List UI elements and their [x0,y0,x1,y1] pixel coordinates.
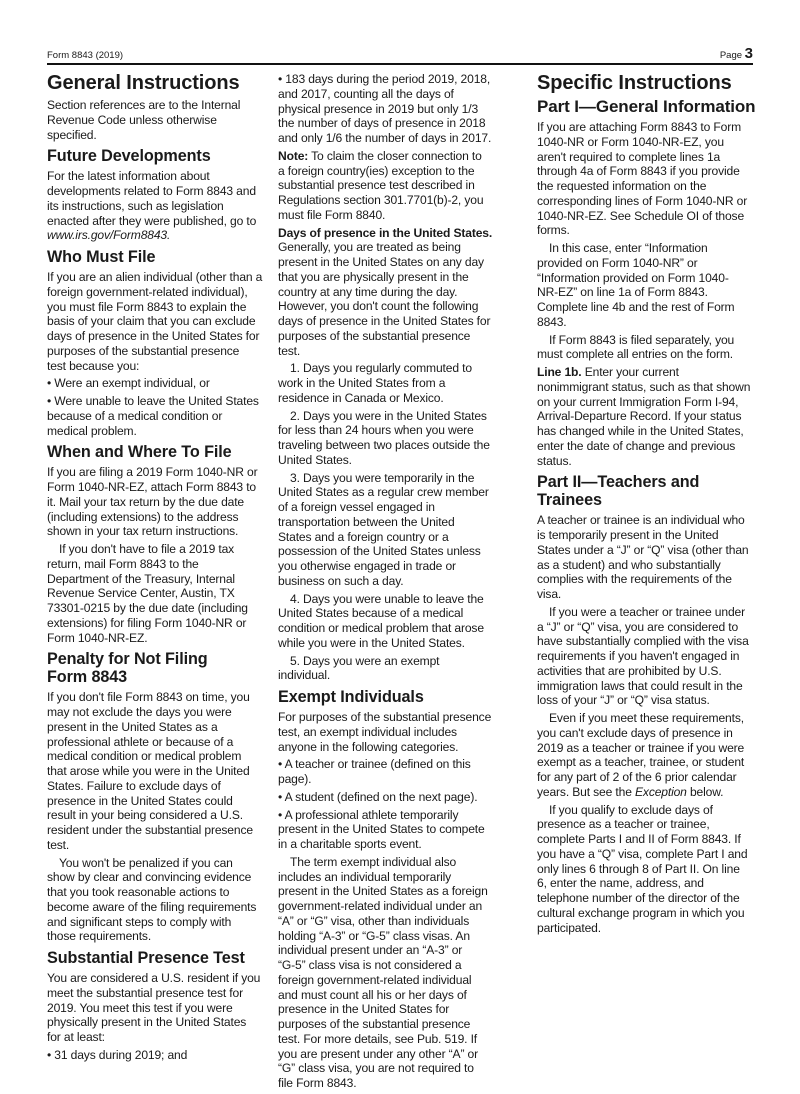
paragraph-text: Generally, you are treated as being present in the United States on any day that you are physically present in the country at any time during the day. However, you don't count the following days of presence in the United States for purposes of the substantial presence test. [278,240,491,358]
note-label: Note: [278,148,309,163]
line-1b-paragraph [537,365,757,468]
paragraph: If you are an alien individual (other than a foreign government-related individual), you must file Form 8843 to explain the basis of your claim that you can exclude days of presence in the United States for purposes of the substantial presence test because you: [47,270,263,373]
future-developments-heading: Future Developments [47,147,211,166]
numbered-item: 3. Days you were temporarily in the United States as a regular crew member of a foreign vessel engaged in transportation between the United States and a foreign country or a possession of the United States unless you otherwise engaged in trade or business on such a day. [278,470,489,588]
column-3 [537,72,757,938]
bullet-item: • 183 days during the period 2019, 2018, and 2017, counting all the days of physical presence in 2019 but only 1/3 the number of days of presence in 2018 and only 1/6 the number of days in 2017. [278,72,492,145]
paragraph: In this case, enter “Information provided on Form 1040-NR” or “Information provided on Form 1040- NR-EZ” on line 1a of Form 8843. Complete line 4b and the rest of Form 8843. [537,241,735,329]
form-identifier: Form 8843 (2019) [47,50,124,61]
paragraph [537,711,757,800]
page-number [720,45,753,62]
paragraph: A teacher or trainee is an individual who is temporarily present in the United States under a “J” or “Q” visa (other than as a student) and who substantially complies with the requirements of the visa. [537,513,749,601]
paragraph: Section references are to the Internal Revenue Code unless otherwise specified. [47,98,241,142]
exception-reference: Exception [635,784,687,799]
paragraph: The term exempt individual also includes an individual temporarily present in the United States as a foreign government-related individual under an “A” or “G” visa, other than individuals holding “A-3” or “G-5” class visas. An individual present under an “A-3” or “G-5” class visa is not considered a foreign government-related individual and must count all his or her days of presence in the United States for purposes of the substantial presence test. For more details, see Pub. 519. If you are present under any other “A” or “G” class visa, you are not required to file Form 8843. [278,854,488,1090]
who-must-file-heading: Who Must File [47,248,156,266]
paragraph-text: below. [686,784,724,799]
paragraph: If you don't have to file a 2019 tax return, mail Form 8843 to the Department of the Treasury, Internal Revenue Service Center, Austin, TX 73301-0215 by the due date (including extensions) for filing Form 1040-NR or Form 1040-NR-EZ. [47,542,248,645]
paragraph: If you are filing a 2019 Form 1040-NR or Form 1040-NR-EZ, attach Form 8843 to it. Mail your tax return by the due date (including extensions) to the address shown in your tax return instructions. [47,465,258,539]
bullet-item: • 31 days during 2019; and [47,1047,188,1062]
paragraph: You are considered a U.S. resident if you meet the substantial presence test for 2019. You meet this test if you were physically present in the United States for at least: [47,971,261,1044]
numbered-item: 1. Days you regularly commuted to work in the United States from a residence in Canada or Mexico. [278,361,472,405]
numbered-item: 2. Days you were in the United States for less than 24 hours when you were traveling between two places outside the United States. [278,408,490,467]
bullet-item: • A teacher or trainee (defined on this page). [278,757,471,786]
page-label: Page [719,50,743,61]
paragraph-text: Even if you meet these requirements, you can't exclude days of presence in 2019 as a teacher or trainee if you were exempt as a teacher, trainee, or student for any part of 2 of the 6 prior calendar years. But see the [537,711,745,799]
bullet-item: • Were an exempt individual, or [47,376,210,391]
header-rule [47,63,753,65]
column-2 [278,72,518,1094]
paragraph: If Form 8843 is filed separately, you must complete all entries on the form. [537,332,735,362]
paragraph: If you were a teacher or trainee under a “J” or “Q” visa, you are considered to have substantially complied with the visa requirements if you haven't engaged in activities that are prohibited by U.S. immigration laws that could result in the loss of your “J” or “Q” visa status. [537,604,749,708]
paragraph: You won't be penalized if you can show by clear and convincing evidence that you took reasonable actions to become aware of the filing requirements and significant steps to comply with those requirements. [47,855,257,944]
exempt-individuals-heading: Exempt Individuals [278,688,424,706]
paragraph-text: To claim the closer connection to a foreign country(ies) exception to the substantial presence test described in Regulations section 301.7701(b)-2, you must file Form 8840. [278,148,484,222]
penalty-heading: Penalty for Not Filing Form 8843 [47,650,208,687]
days-of-presence-label: Days of presence in the United States. [278,225,493,240]
paragraph: For purposes of the substantial presence test, an exempt individual includes anyone in the following categories. [278,710,492,754]
numbered-item: 5. Days you were an exempt individual. [278,653,440,683]
bullet-item: • Were unable to leave the United States because of a medical condition or medical problem. [47,394,259,438]
note-paragraph [278,149,518,223]
general-instructions-heading: General Instructions [47,72,240,94]
column-1 [47,72,269,1066]
days-of-presence-paragraph [278,226,518,359]
part2-heading: Part II—Teachers and Trainees [537,473,700,510]
paragraph: If you don't file Form 8843 on time, you may not exclude the days you were present in the United States as a professional athlete or because of a medical condition or medical problem that arose while you were in the United States. Failure to exclude days of presence in the United States could result in your being considered a U.S. resident under the substantial presence test. [47,690,253,852]
substantial-presence-heading: Substantial Presence Test [47,949,245,967]
specific-instructions-heading: Specific Instructions [537,72,732,94]
paragraph-text: For the latest information about developments related to Form 8843 and its instructions, such as legislation enacted after they were published, go to [47,169,257,228]
bullet-item: • A student (defined on the next page). [278,789,478,804]
part1-heading: Part I—General Information [537,97,756,116]
line-1b-label: Line 1b. [537,365,582,379]
when-where-heading: When and Where To File [47,443,232,462]
paragraph: If you are attaching Form 8843 to Form 1040-NR or Form 1040-NR-EZ, you aren't required to complete lines 1a through 4a of Form 8843 if you provide the requested information on the corresponding lines of Form 1040-NR or 1040-NR-EZ. See Schedule OI of those forms. [537,120,748,238]
paragraph [47,169,269,243]
page-number-value: 3 [744,45,753,62]
numbered-item: 4. Days you were unable to leave the United States because of a medical condition or medical problem that arose while you were in the United States. [278,591,484,650]
paragraph-text: Enter your current nonimmigrant status, such as that shown on your current Immigration Form I-94, Arrival-Departure Record. If your status has changed while in the United States, enter the date of change and previous status. [537,365,751,468]
paragraph: If you qualify to exclude days of presence as a teacher or trainee, complete Parts I and II of Form 8843. If you have a “Q” visa, complete Part I and only lines 6 through 8 of Part II. On line 6, enter the name, address, and telephone number of the director of the cultural exchange program in which you participated. [537,802,748,935]
irs-link[interactable]: www.irs.gov/Form8843. [47,228,171,243]
bullet-item: • A professional athlete temporarily present in the United States to compete in a charitable sports event. [278,807,485,851]
